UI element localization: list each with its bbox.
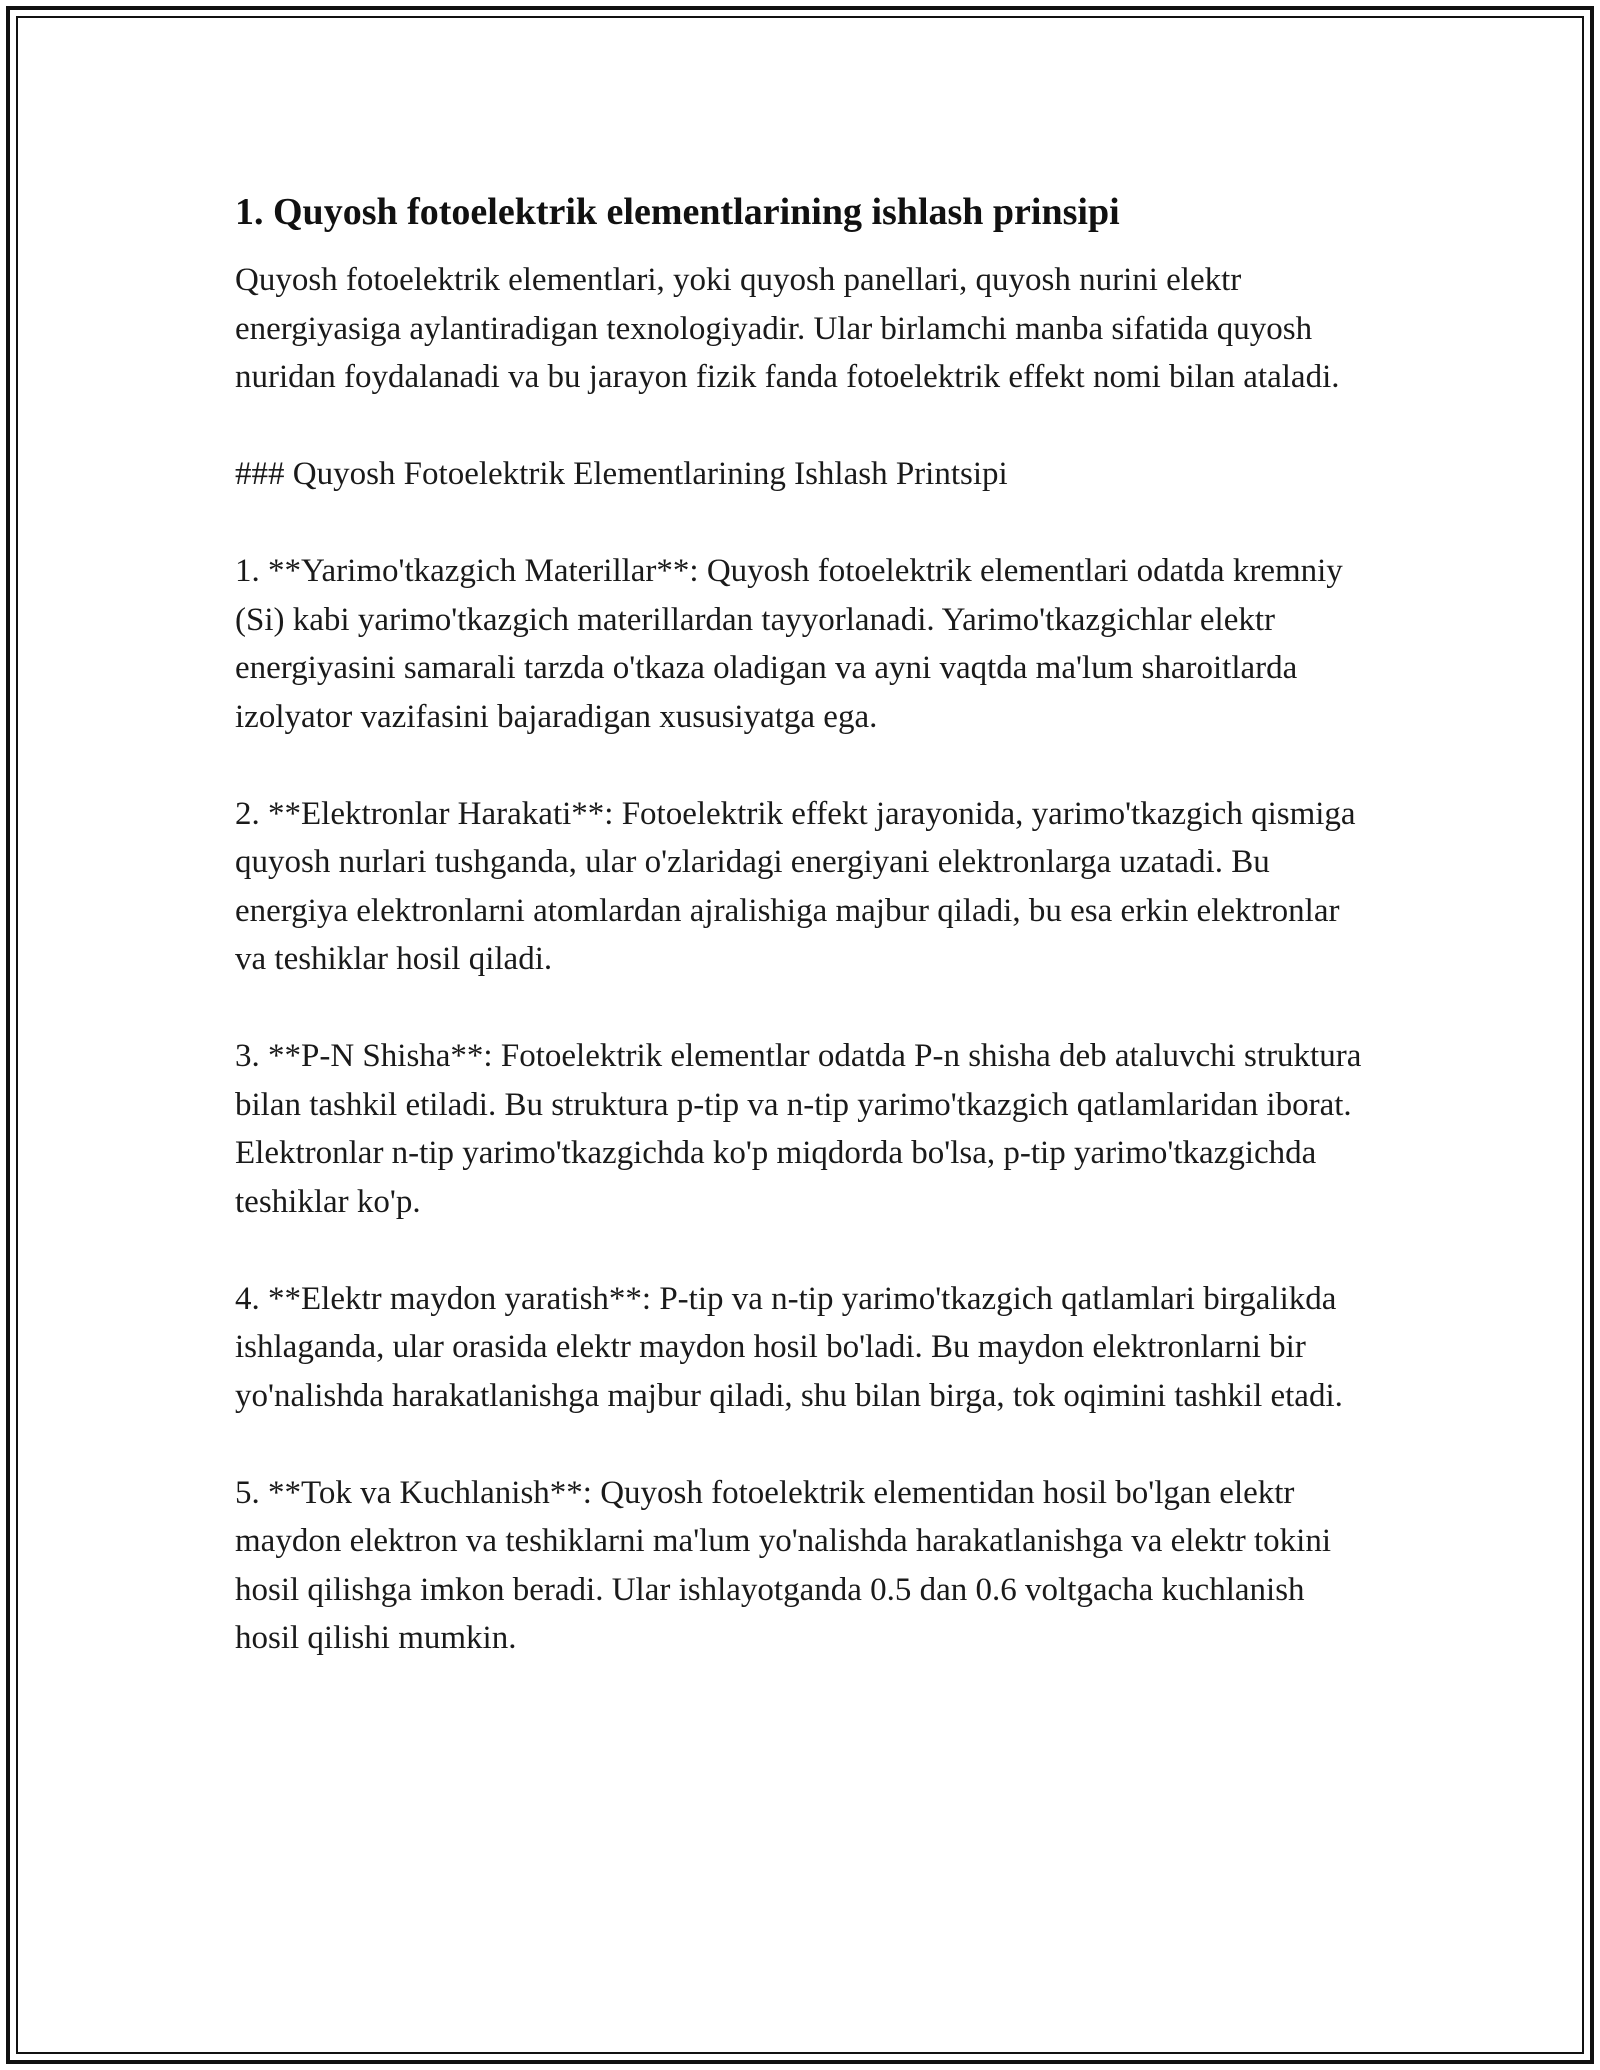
list-item: 2. **Elektronlar Harakati**: Fotoelektrik effekt jarayonida, yarimo'tkazgich qismiga quyosh nurlari tushganda, ular o'zlaridagi energiyani elektronlarga uzatadi. Bu energiya elektronlarni atomlardan ajralishiga majbur qiladi, bu esa erkin elektronlar va teshiklar hosil qiladi. bbox=[235, 795, 1356, 977]
list-item: 4. **Elektr maydon yaratish**: P-tip va n-tip yarimo'tkazgich qatlamlari birgalikda ishlaganda, ular orasida elektr maydon hosil bo'ladi. Bu maydon elektronlarni bir yo'nalishda harakatlanishga majbur qiladi, shu bilan birga, tok oqimini tashkil etadi. bbox=[235, 1280, 1343, 1414]
list-item: 1. **Yarimo'tkazgich Materillar**: Quyosh fotoelektrik elementlari odatda kremniy (Si) kabi yarimo'tkazgich materillardan tayyorlanadi. Yarimo'tkazgichlar elektr energiyasini samarali tarzda o'tkaza oladigan va ayni vaqtda ma'lum sharoitlarda izolyator vazifasini bajaradigan xususiyatga ega. bbox=[235, 553, 1343, 735]
intro-paragraph: Quyosh fotoelektrik elementlari, yoki quyosh panellari, quyosh nurini elektr energiyasiga aylantiradigan texnologiyadir. Ular birlamchi manba sifatida quyosh nuridan foydalanadi va bu jarayon fizik fanda fotoelektrik effekt nomi bilan ataladi. bbox=[235, 262, 1340, 395]
document-title: 1. Quyosh fotoelektrik elementlarining ishlash prinsipi bbox=[235, 191, 1120, 233]
list-item: 5. **Tok va Kuchlanish**: Quyosh fotoelektrik elementidan hosil bo'lgan elektr maydon elektron va teshiklarni ma'lum yo'nalishda harakatlanishga va elektr tokini hosil qilishga imkon beradi. Ular ishlayotganda 0.5 dan 0.6 voltgacha kuchlanish hosil qilishi mumkin. bbox=[235, 1474, 1331, 1656]
subheading-paragraph: ### Quyosh Fotoelektrik Elementlarining Ishlash Printsipi bbox=[235, 456, 1008, 492]
list-item: 3. **P-N Shisha**: Fotoelektrik elementlar odatda P-n shisha deb ataluvchi struktura bilan tashkil etiladi. Bu struktura p-tip va n-tip yarimo'tkazgich qatlamlaridan iborat. Elektronlar n-tip yarimo'tkazgichda ko'p miqdorda bo'lsa, p-tip yarimo'tkazgichda teshiklar ko'p. bbox=[235, 1038, 1362, 1220]
document-body bbox=[235, 182, 1375, 1711]
